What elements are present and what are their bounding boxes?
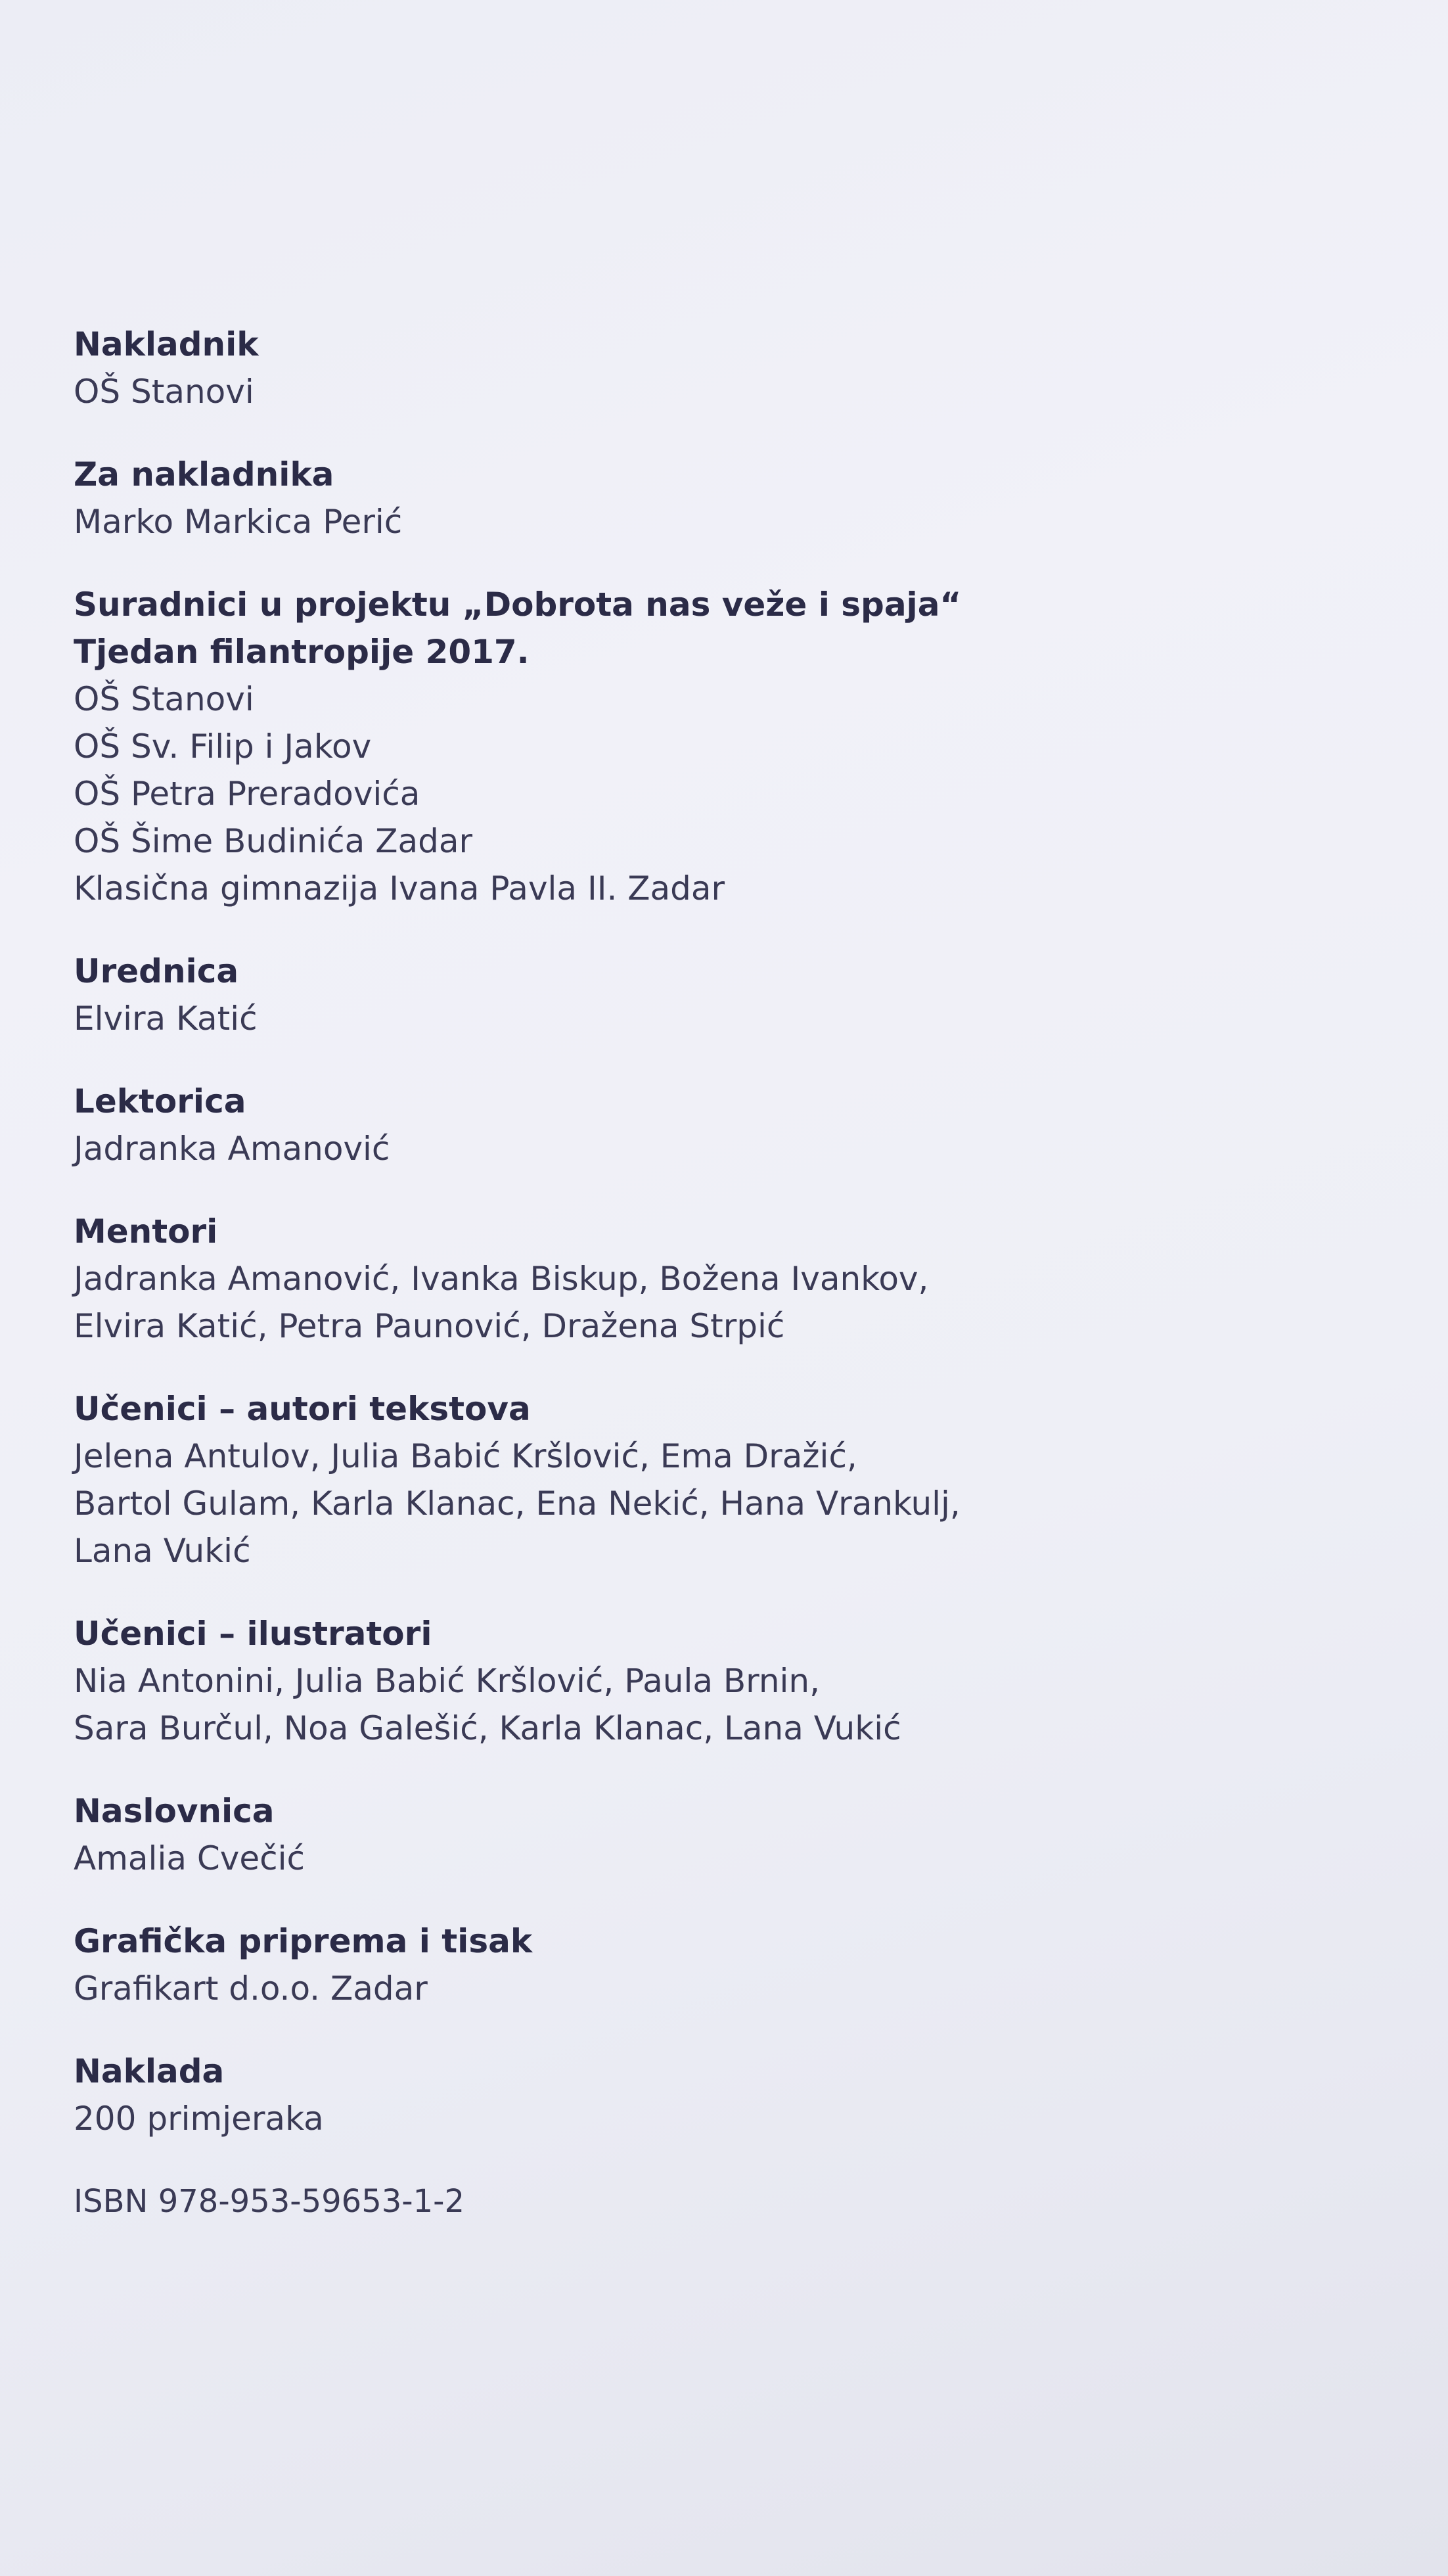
edition-section <box>74 2048 1125 2142</box>
mentors-line: Jadranka Amanović, Ivanka Biskup, Božena Ivankov, <box>74 1260 929 1298</box>
cover-name: Amalia Cvečić <box>74 1839 305 1877</box>
publisher-heading: Nakladnik <box>74 325 259 363</box>
proofreader-name: Jadranka Amanović <box>74 1130 390 1168</box>
publisher-section <box>74 321 1125 415</box>
student-illustrators-line: Sara Burčul, Noa Galešić, Karla Klanac, Lana Vukić <box>74 1709 901 1747</box>
student-authors-line: Jelena Antulov, Julia Babić Kršlović, Ema Dražić, <box>74 1437 857 1475</box>
for-publisher-section <box>74 451 1125 545</box>
student-authors-section <box>74 1385 1125 1575</box>
edition-heading: Naklada <box>74 2052 225 2090</box>
for-publisher-name: Marko Markica Perić <box>74 503 403 541</box>
edition-count: 200 primjeraka <box>74 2100 324 2138</box>
editor-section <box>74 948 1125 1042</box>
student-authors-line: Bartol Gulam, Karla Klanac, Ena Nekić, Hana Vrankulj, <box>74 1484 961 1523</box>
collaborator-item: OŠ Sv. Filip i Jakov <box>74 727 372 766</box>
colophon <box>74 321 1125 2225</box>
mentors-section <box>74 1208 1125 1350</box>
student-illustrators-section <box>74 1610 1125 1752</box>
collaborator-item: OŠ Stanovi <box>74 680 254 718</box>
isbn: ISBN 978-953-59653-1-2 <box>74 2183 465 2220</box>
for-publisher-heading: Za nakladnika <box>74 455 334 494</box>
collaborators-section <box>74 581 1125 912</box>
cover-section <box>74 1787 1125 1882</box>
proofreader-heading: Lektorica <box>74 1082 246 1120</box>
print-heading: Grafička priprema i tisak <box>74 1922 533 1960</box>
student-authors-heading: Učenici – autori tekstova <box>74 1390 531 1428</box>
editor-heading: Urednica <box>74 952 239 990</box>
collaborator-item: OŠ Šime Budinića Zadar <box>74 822 473 860</box>
mentors-heading: Mentori <box>74 1212 218 1251</box>
editor-name: Elvira Katić <box>74 1000 258 1038</box>
collaborators-heading: Suradnici u projektu „Dobrota nas veže i spaja“ <box>74 586 962 624</box>
print-section <box>74 1918 1125 2012</box>
student-authors-line: Lana Vukić <box>74 1532 251 1570</box>
mentors-line: Elvira Katić, Petra Paunović, Dražena Strpić <box>74 1307 785 1345</box>
publisher-name: OŠ Stanovi <box>74 373 254 411</box>
proofreader-section <box>74 1078 1125 1172</box>
collaborators-subheading: Tjedan filantropije 2017. <box>74 633 530 671</box>
cover-heading: Naslovnica <box>74 1792 275 1830</box>
collaborator-item: Klasična gimnazija Ivana Pavla II. Zadar <box>74 869 725 908</box>
collaborator-item: OŠ Petra Preradovića <box>74 775 420 813</box>
student-illustrators-line: Nia Antonini, Julia Babić Kršlović, Paula Brnin, <box>74 1662 821 1700</box>
student-illustrators-heading: Učenici – ilustratori <box>74 1615 432 1653</box>
print-name: Grafikart d.o.o. Zadar <box>74 1969 428 2008</box>
